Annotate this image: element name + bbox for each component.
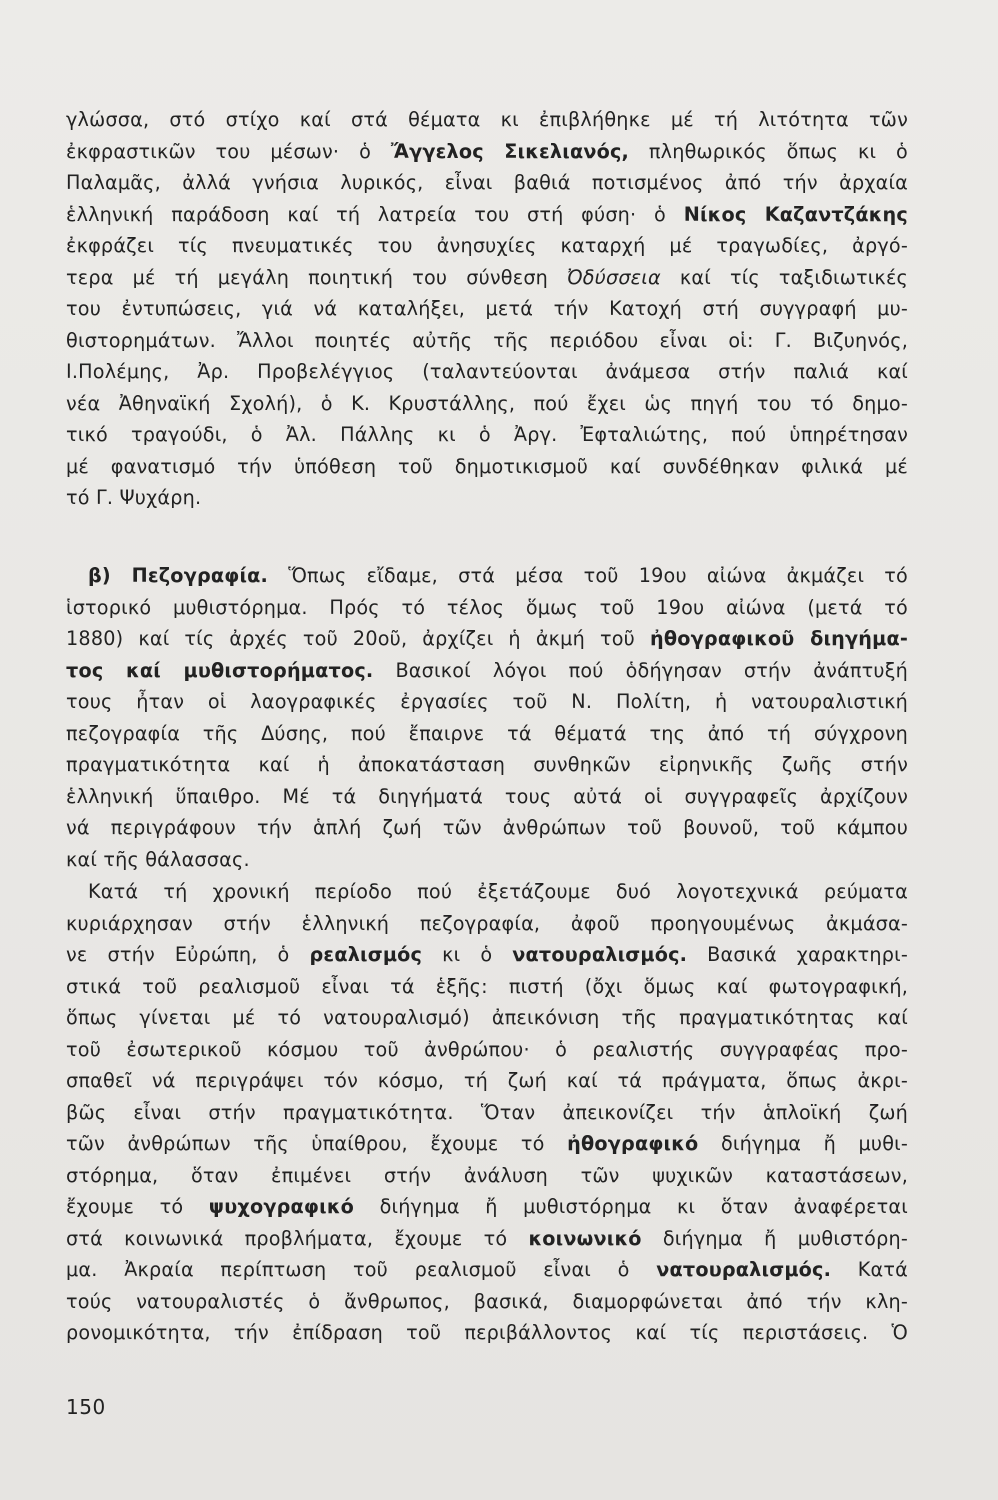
bold-term: ψυχογραφικό [208, 1195, 355, 1218]
text-line: τοῦ ἐσωτερικοῦ κόσμου τοῦ ἀνθρώπου· ὁ ρεαλιστής συγγραφέας προ- [66, 1037, 908, 1061]
text-line: ὅπως γίνεται μέ τό νατουραλισμό) ἀπεικόνιση τῆς πραγματικότητας καί [66, 1006, 908, 1029]
paragraph-1 [66, 104, 908, 514]
bold-term: τος καί μυθιστορήματος. [66, 658, 374, 682]
text-line: ἱστορικό μυθιστόρημα. Πρός τό τέλος ὅμως τοῦ 19ου αἰώνα (μετά τό [66, 595, 908, 619]
bold-term: ἠθογραφικό [567, 1132, 699, 1155]
bold-term: ἠθογραφικοῦ διηγήμα- [650, 627, 908, 650]
text-line: στικά τοῦ ρεαλισμοῦ εἶναι τά ἑξῆς: πιστή (ὄχι ὅμως καί φωτογραφική, [66, 974, 908, 998]
text-line: ἐκφραστικῶν του μέσων· ὁ Ἄγγελος Σικελιανός, πληθωρικός ὅπως κι ὁ [66, 139, 908, 163]
text-line: τούς νατουραλιστές ὁ ἄνθρωπος, βασικά, διαμορφώνεται ἀπό τήν κλη- [66, 1289, 908, 1313]
text-line: πεζογραφία τῆς Δύσης, πού ἔπαιρνε τά θέματά της ἀπό τή σύγχρονη [66, 721, 908, 745]
page-number: 150 [66, 1395, 106, 1419]
text-line: στά κοινωνικά προβλήματα, ἔχουμε τό κοινωνικό διήγημα ἤ μυθιστόρη- [66, 1226, 908, 1250]
bold-term: κοινωνικό [528, 1226, 642, 1250]
text-line: τους ἦταν οἱ λαογραφικές ἐργασίες τοῦ Ν. Πολίτη, ἡ νατουραλιστική [66, 690, 908, 713]
text-line: Κατά τή χρονική περίοδο πού ἐξετάζουμε δυό λογοτεχνικά ρεύματα [88, 880, 908, 903]
bold-name: Ἄγγελος Σικελιανός, [390, 139, 630, 163]
text-line: τικό τραγούδι, ὁ Ἀλ. Πάλλης κι ὁ Ἀργ. Ἐφταλιώτης, πού ὑπηρέτησαν [66, 423, 908, 446]
text-line: νά περιγράφουν τήν ἁπλή ζωή τῶν ἀνθρώπων τοῦ βουνοῦ, τοῦ κάμπου [66, 816, 908, 839]
text-line: ρονομικότητα, τήν ἐπίδραση τοῦ περιβάλλοντος καί τίς περιστάσεις. Ὁ [66, 1321, 908, 1344]
text-line: γλώσσα, στό στίχο καί στά θέματα κι ἐπιβλήθηκε μέ τή λιτότητα τῶν [66, 108, 908, 131]
section-heading: β) Πεζογραφία. [88, 564, 269, 587]
text-line: νε στήν Εὐρώπη, ὁ ρεαλισμός κι ὁ νατουραλισμός. Βασικά χαρακτηρι- [66, 943, 908, 966]
text-line: σπαθεῖ νά περιγράψει τόν κόσμο, τή ζωή καί τά πράγματα, ὅπως ἀκρι- [66, 1069, 908, 1092]
text-line: β) Πεζογραφία. Ὅπως εἴδαμε, στά μέσα τοῦ 19ου αἰώνα ἀκμάζει τό [88, 564, 908, 587]
bold-term: νατουραλισμός. [512, 943, 688, 966]
text-line: Ι.Πολέμης, Ἀρ. Προβελέγγιος (ταλαντεύονται ἀνάμεσα στήν παλιά καί [66, 360, 908, 383]
text-line: του ἐντυπώσεις, γιά νά καταλήξει, μετά τήν Κατοχή στή συγγραφή μυ- [66, 297, 908, 320]
text-line: τό Γ. Ψυχάρη. [66, 486, 202, 509]
text-line: πραγματικότητα καί ἡ ἀποκατάσταση συνθηκῶν εἰρηνικῆς ζωῆς στήν [66, 753, 908, 776]
text-line: Παλαμᾶς, ἀλλά γνήσια λυρικός, εἶναι βαθιά ποτισμένος ἀπό τήν ἀρχαία [66, 171, 908, 194]
text-line: θιστορημάτων. Ἄλλοι ποιητές αὐτῆς τῆς περιόδου εἶναι οἱ: Γ. Βιζυηνός, [66, 328, 908, 352]
text-line: ἑλληνική παράδοση καί τή λατρεία του στή φύση· ὁ Νίκος Καζαντζάκης [66, 202, 908, 226]
text-line: τῶν ἀνθρώπων τῆς ὑπαίθρου, ἔχουμε τό ἠθογραφικό διήγημα ἤ μυθι- [66, 1132, 908, 1155]
italic-title: Ὀδύσσεια [567, 265, 661, 289]
bold-name: Νίκος Καζαντζάκης [683, 202, 908, 226]
paragraph-2 [66, 560, 908, 875]
text-line: 1880) καί τίς ἀρχές τοῦ 20οῦ, ἀρχίζει ἡ ἀκμή τοῦ ἠθογραφικοῦ διηγήμα- [66, 627, 908, 650]
text-line: ἑλληνική ὕπαιθρο. Μέ τά διηγήματά τους αὐτά οἱ συγγραφεῖς ἀρχίζουν [66, 784, 908, 808]
text-line: νέα Ἀθηναϊκή Σχολή), ὁ Κ. Κρυστάλλης, πού ἔχει ὡς πηγή του τό δημο- [66, 391, 908, 415]
text-line: κυριάρχησαν στήν ἑλληνική πεζογραφία, ἀφοῦ προηγουμένως ἀκμάσα- [66, 911, 908, 935]
text-line: ἐκφράζει τίς πνευματικές του ἀνησυχίες καταρχή μέ τραγωδίες, ἀργό- [66, 234, 908, 257]
text-line: μέ φανατισμό τήν ὑπόθεση τοῦ δημοτικισμοῦ καί συνδέθηκαν φιλικά μέ [66, 454, 908, 478]
text-line: τερα μέ τή μεγάλη ποιητική του σύνθεση Ὀδύσσεια καί τίς ταξιδιωτικές [66, 265, 908, 289]
paragraph-3 [66, 876, 908, 1349]
text-line: βῶς εἶναι στήν πραγματικότητα. Ὅταν ἀπεικονίζει τήν ἁπλοϊκή ζωή [66, 1100, 908, 1124]
text-line: μα. Ἀκραία περίπτωση τοῦ ρεαλισμοῦ εἶναι ὁ νατουραλισμός. Κατά [66, 1258, 908, 1281]
bold-term: ρεαλισμός [309, 943, 423, 966]
bold-term: νατουραλισμός. [656, 1258, 832, 1281]
text-line: στόρημα, ὅταν ἐπιμένει στήν ἀνάλυση τῶν ψυχικῶν καταστάσεων, [66, 1163, 908, 1187]
text-line: τος καί μυθιστορήματος. Βασικοί λόγοι πού ὁδήγησαν στήν ἀνάπτυξή [66, 658, 908, 682]
text-line: καί τῆς θάλασσας. [66, 847, 250, 871]
text-line: ἔχουμε τό ψυχογραφικό διήγημα ἤ μυθιστόρημα κι ὅταν ἀναφέρεται [66, 1195, 908, 1218]
